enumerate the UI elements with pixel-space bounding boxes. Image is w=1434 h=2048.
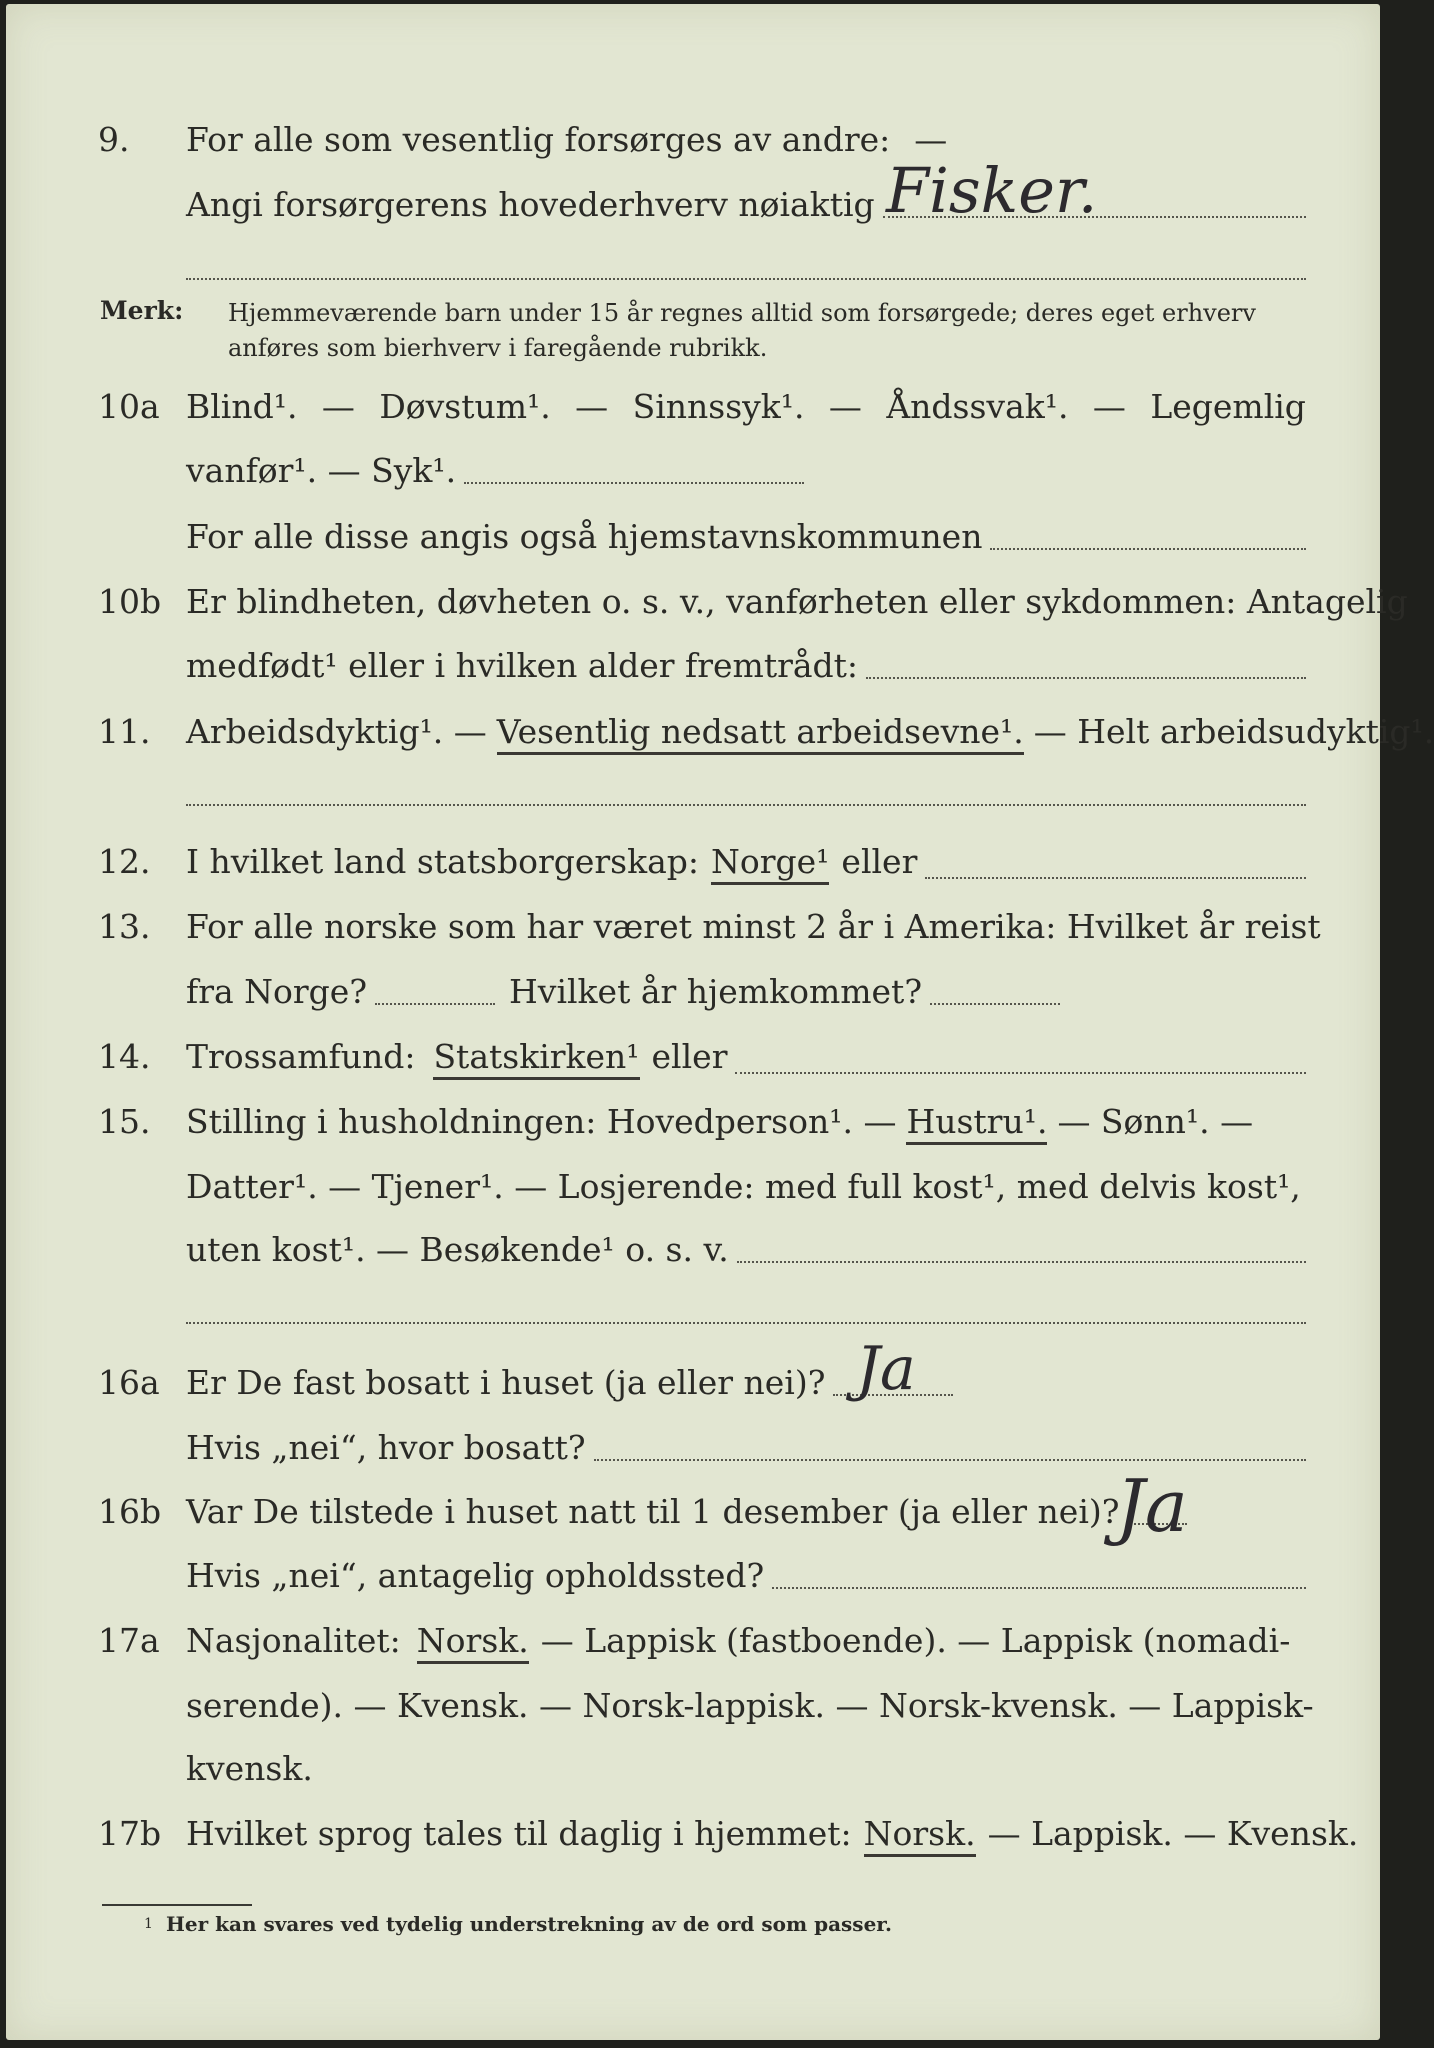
q12-norge-underlined: Norge¹ [711,842,829,885]
q10a-line2-fill [464,482,804,484]
q17b-lappisk-kvensk: — Lappisk. — Kvensk. [987,1814,1359,1853]
q10a-number: 10a [98,387,160,426]
q10a-legemlig: Legemlig [1150,387,1306,426]
q16a-number: 16a [98,1363,160,1402]
q16a-line1 [186,1363,1306,1402]
q13-line1 [186,907,1321,946]
q9-number: 9. [98,120,130,159]
q16b-number: 16b [98,1492,162,1531]
q15-line3 [186,1230,1306,1269]
q16b-line2-fill [772,1587,1306,1589]
q17a-line3-text: kvensk. [186,1749,313,1788]
q10a-dash1: — [321,387,355,426]
q15-line3-fill [737,1261,1306,1263]
q16a-hvis-nei: Hvis „nei“, hvor bosatt? [186,1428,586,1467]
q16b-question: Var De tilstede i huset natt til 1 desember (ja eller nei)? [186,1492,1120,1531]
q16a-handwritten-answer: Ja [856,1334,916,1404]
footnote-text: Her kan svares ved tydelig understrekning av de ord som passer. [166,1912,892,1936]
q10b-line1 [186,582,1408,621]
q15-line2 [186,1167,1306,1206]
q10a-dovstum: Døvstum¹. [379,387,551,426]
q9-line1-dash: — [914,120,948,159]
q17a-line2 [186,1686,1314,1725]
q10a-dash2: — [575,387,609,426]
footnote-rule [102,1904,252,1906]
q16a-line2 [186,1428,1306,1467]
q16b-handwritten-answer: Ja [1116,1464,1188,1548]
q17a-norsk-underlined: Norsk. [417,1621,529,1664]
q10b-line1-text: Er blindheten, døvheten o. s. v., vanførheten eller sykdommen: Antagelig [186,582,1408,621]
q15-line3-text: uten kost¹. — Besøkende¹ o. s. v. [186,1230,729,1269]
q12-question: I hvilket land statsborgerskap: [186,842,700,881]
census-form-page [6,4,1434,2040]
q10b-number: 10b [98,582,162,621]
q9-handwritten-answer: Fisker. [886,154,1098,227]
merk-text: Hjemmeværende barn under 15 år regnes alltid som forsørgede; deres eget erhverv anføres som bierhverv i faregående rubrikk. [228,299,1256,362]
q13-hjemkommet-fill [930,1003,1060,1005]
q10a-line3-fill [990,548,1306,550]
q17b-line [186,1814,1359,1857]
q9-line1 [186,120,1306,159]
q14-line [186,1037,1306,1080]
q17b-norsk-underlined: Norsk. [864,1814,976,1857]
q10a-line1 [186,387,1306,426]
footnote-mark: 1 [144,1916,153,1932]
q13-number: 13. [98,907,151,946]
q14-fill [735,1072,1306,1074]
q10b-line2-fill [866,677,1306,679]
q10a-line3-text: For alle disse angis også hjemstavnskommunen [186,517,983,556]
q13-line2 [186,972,1306,1011]
q11-helt-arbeidsudyktig: — Helt arbeidsudyktig¹. [1033,712,1434,751]
q10a-line3 [186,517,1306,556]
q13-reist: fra Norge? [186,972,368,1011]
q16b-line2 [186,1556,1306,1595]
q14-trossamfund: Trossamfund: [186,1037,416,1076]
q17a-nasjonalitet: Nasjonalitet: [186,1621,401,1660]
q15-number: 15. [98,1102,151,1141]
q10a-line2-text: vanfør¹. — Syk¹. [186,451,457,490]
q12-fill [925,877,1306,879]
q17b-number: 17b [98,1814,162,1853]
q12-eller: eller [841,842,918,881]
q14-eller: eller [651,1037,728,1076]
q9-line1-text: For alle som vesentlig forsørges av andre: [186,120,891,159]
q16a-line2-fill [594,1459,1306,1461]
q11-number: 11. [98,712,151,751]
q11-extra-rule [186,804,1306,806]
merk-label: Merk: [100,296,184,325]
q12-number: 12. [98,842,151,881]
q15-line1 [186,1102,1306,1145]
q17a-lappisk: — Lappisk (fastboende). — Lappisk (nomadi- [540,1621,1291,1660]
q10b-line2-text: medfødt¹ eller i hvilken alder fremtrådt: [186,646,859,685]
q10a-sinnssyk: Sinnssyk¹. [632,387,805,426]
q10a-line2 [186,451,1306,490]
q15-line2-text: Datter¹. — Tjener¹. — Losjerende: med full kost¹, med delvis kost¹, [186,1167,1301,1206]
q15-hustru-underlined: Hustru¹. [906,1102,1047,1145]
q9-extra-rule [186,278,1306,280]
q16a-question: Er De fast bosatt i huset (ja eller nei)? [186,1363,826,1402]
q14-number: 14. [98,1037,151,1076]
q10a-dash3: — [828,387,862,426]
q13-reist-fill [375,1003,495,1005]
q13-line1-text: For alle norske som har været minst 2 år i Amerika: Hvilket år reist [186,907,1321,946]
q17a-line2-text: serende). — Kvensk. — Norsk-lappisk. — Norsk-kvensk. — Lappisk- [186,1686,1314,1725]
q15-extra-rule [186,1322,1306,1324]
q15-sonn: — Sønn¹. — [1057,1102,1254,1141]
q10b-line2 [186,646,1306,685]
q17b-question: Hvilket sprog tales til daglig i hjemmet: [186,1814,852,1853]
q17a-number: 17a [98,1621,160,1660]
q11-vesentlig-nedsatt-underlined: Vesentlig nedsatt arbeidsevne¹. [497,712,1024,755]
q10a-dash4: — [1092,387,1126,426]
q12-line [186,842,1306,885]
q13-hjemkommet: Hvilket år hjemkommet? [509,972,923,1011]
q11-arbeidsdyktig: Arbeidsdyktig¹. — [186,712,487,751]
q10a-blind: Blind¹. [186,387,298,426]
q16b-hvis-nei: Hvis „nei“, antagelig opholdssted? [186,1556,765,1595]
q9-line2 [186,185,1306,224]
q9-line2-text: Angi forsørgerens hovederhverv nøiaktig [186,185,875,224]
q10a-andssvak: Åndssvak¹. [886,387,1069,426]
q15-stilling: Stilling i husholdningen: Hovedperson¹. — [186,1102,897,1141]
q17a-line1 [186,1621,1306,1664]
q17a-line3 [186,1749,1306,1788]
q14-statskirken-underlined: Statskirken¹ [433,1037,639,1080]
q11-line [186,712,1434,755]
